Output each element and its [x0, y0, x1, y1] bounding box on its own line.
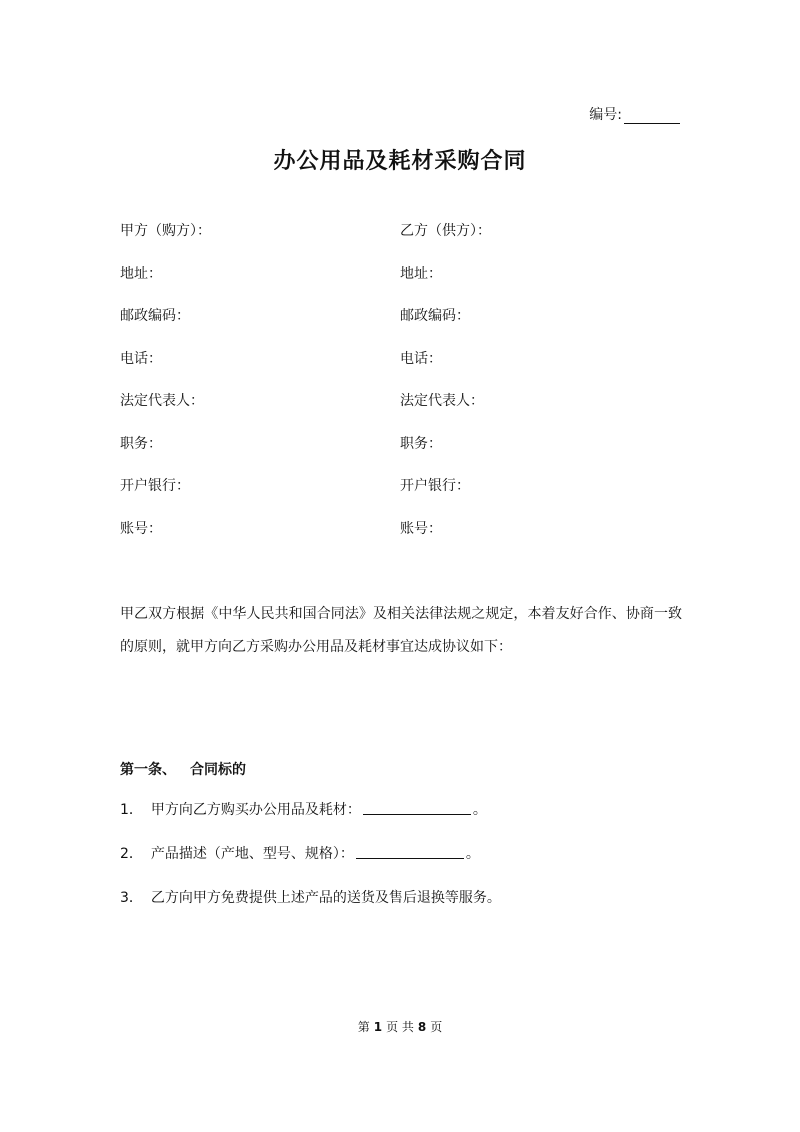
party-info-table	[120, 220, 680, 560]
article-number: 第一条、	[120, 762, 176, 778]
party-row	[120, 475, 680, 518]
party-row	[120, 220, 680, 263]
party-a-field: 甲方（购方）：	[120, 223, 211, 239]
fill-blank	[356, 843, 464, 859]
footer-suffix: 页	[430, 1020, 443, 1034]
list-item	[120, 799, 680, 843]
party-a-field: 法定代表人：	[120, 393, 204, 409]
item-text: 产品描述（产地、型号、规格）：	[150, 846, 354, 862]
party-row	[120, 433, 680, 476]
party-a-field: 电话：	[120, 350, 162, 367]
party-row	[120, 263, 680, 306]
contract-number-blank	[624, 109, 680, 124]
party-b-field: 开户银行：	[400, 478, 470, 494]
list-item	[120, 843, 680, 887]
item-text: 乙方向甲方免费提供上述产品的送货及售后退换等服务。	[150, 890, 501, 906]
item-text: 甲方向乙方购买办公用品及耗材：	[150, 802, 361, 818]
party-b-field: 职务：	[400, 435, 442, 452]
footer-prefix: 第	[357, 1020, 370, 1034]
article-heading	[120, 759, 246, 779]
party-a-field: 邮政编码：	[120, 308, 190, 324]
footer-mid: 页 共	[386, 1020, 414, 1034]
party-a-field: 地址：	[120, 265, 162, 282]
party-a-field: 账号：	[120, 520, 162, 537]
party-row	[120, 518, 680, 561]
article-heading-text: 合同标的	[190, 762, 246, 778]
fill-blank	[363, 799, 471, 815]
list-item	[120, 887, 680, 931]
party-b-field: 法定代表人：	[400, 393, 484, 409]
item-suffix: 。	[465, 846, 480, 862]
party-row	[120, 390, 680, 433]
party-b-field: 乙方（供方）：	[400, 223, 491, 239]
item-number: 1．	[120, 802, 143, 818]
party-b-field: 电话：	[400, 350, 442, 367]
article-items	[120, 799, 680, 931]
party-b-field: 地址：	[400, 265, 442, 282]
page-footer	[0, 1018, 800, 1035]
party-b-field: 邮政编码：	[400, 308, 470, 324]
party-a-field: 职务：	[120, 435, 162, 452]
party-a-field: 开户银行：	[120, 478, 190, 494]
item-suffix: 。	[472, 802, 487, 818]
page-title: 办公用品及耗材采购合同	[273, 149, 527, 174]
footer-page-number: 1	[373, 1020, 383, 1034]
contract-number-label: 编号:	[589, 107, 622, 123]
footer-total-pages: 8	[417, 1020, 427, 1034]
item-number: 3．	[120, 890, 143, 906]
party-row	[120, 348, 680, 391]
party-b-field: 账号：	[400, 520, 442, 537]
party-row	[120, 305, 680, 348]
contract-number	[589, 104, 680, 124]
intro-paragraph: 甲乙双方根据《中华人民共和国合同法》及相关法律法规之规定，本着友好合作、协商一致的原则，就甲方向乙方采购办公用品及耗材事宜达成协议如下：	[120, 606, 682, 655]
item-number: 2．	[120, 846, 143, 862]
